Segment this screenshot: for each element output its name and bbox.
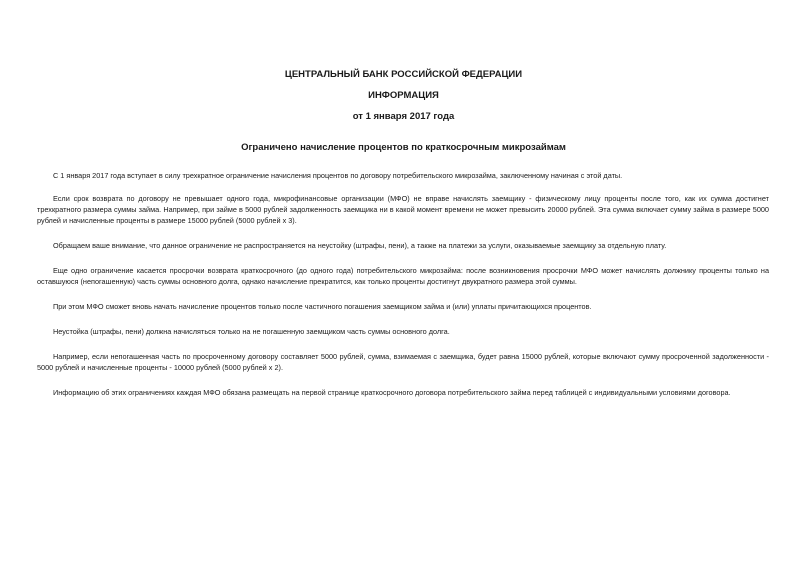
paragraph: Например, если непогашенная часть по просроченному договору составляет 5000 рублей, сумма, взимаемая с заемщика, будет равна 15000 рублей, которые включают сумму просроченной задолженности - 5000 рублей и начисленные проценты - 10000 рублей (5000 рублей х 2). [37,352,769,372]
paragraph: При этом МФО сможет вновь начать начисление процентов только после частичного погашения заемщиком займа и (или) уплаты причитающихся процентов. [53,302,592,311]
paragraph: Еще одно ограничение касается просрочки возврата краткосрочного (до одного года) потребительского микрозайма: после возникновения просрочки МФО может начислять должнику проценты только на оставшуюся (непогашенную) часть суммы основного долга, однако начисление прекратится, как только проценты достигнут двукратного размера этой суммы. [37,266,769,286]
document-title: Ограничено начисление процентов по краткосрочным микрозаймам [241,142,566,153]
paragraph: Неустойка (штрафы, пени) должна начисляться только на не погашенную заемщиком часть суммы основного долга. [53,327,450,336]
document-body [37,170,769,412]
paragraph: С 1 января 2017 года вступает в силу трехкратное ограничение начисления процентов по договору потребительского микрозайма, заключенному начиная с этой даты. [53,171,623,180]
organization-name: ЦЕНТРАЛЬНЫЙ БАНК РОССИЙСКОЙ ФЕДЕРАЦИИ [284,69,523,80]
document-type: ИНФОРМАЦИЯ [368,90,439,101]
document-date: от 1 января 2017 года [352,111,455,122]
paragraph: Обращаем ваше внимание, что данное ограничение не распространяется на неустойку (штрафы, пени), а также на платежи за услуги, оказываемые заемщику за отдельную плату. [53,241,667,250]
paragraph: Если срок возврата по договору не превышает одного года, микрофинансовые организации (МФО) не вправе начислять заемщику - физическому лицу проценты после того, как их сумма достигнет трехкратного размера суммы займа. Например, при займе в 5000 рублей задолженность заемщика ни в какой момент времени не может превысить 20000 рублей. Эта сумма включает сумму займа в размере 5000 рублей и начисленные проценты в размере 15000 рублей (5000 рублей х 3). [37,194,769,225]
paragraph: Информацию об этих ограничениях каждая МФО обязана размещать на первой странице краткосрочного договора потребительского займа перед таблицей с индивидуальными условиями договора. [53,388,731,397]
